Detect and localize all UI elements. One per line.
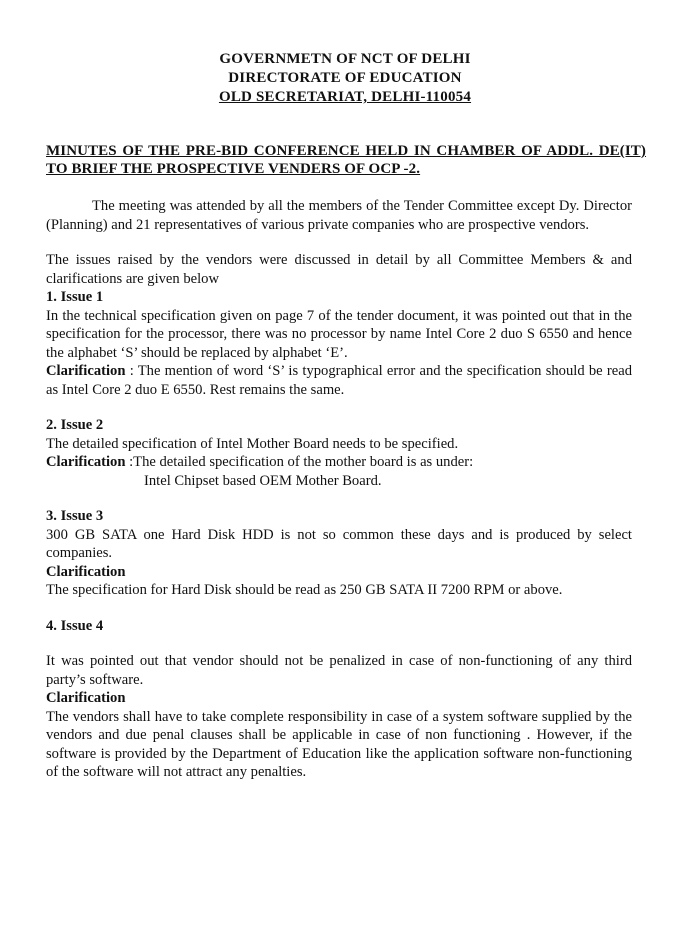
intro-paragraph: The meeting was attended by all the members of the Tender Committee except Dy. Director (Planning) and 21 representatives of various private companies who are prospective vendors. — [46, 198, 632, 233]
issue-2-clarification-label: Clarification — [46, 454, 126, 470]
document-body — [46, 197, 632, 782]
issue-2-heading: 2. Issue 2 — [46, 417, 104, 433]
issue-2-clarification — [46, 453, 632, 472]
header-line-government: GOVERNMETN OF NCT OF DELHI — [219, 51, 471, 67]
issue-4-clarification-label: Clarification — [46, 690, 126, 706]
document-title: MINUTES OF THE PRE-BID CONFERENCE HELD IN CHAMBER OF ADDL. DE(IT) TO BRIEF THE PROSPECTIVE VENDERS OF OCP -2. — [46, 143, 646, 177]
issue-3-text: 300 GB SATA one Hard Disk HDD is not so common these days and is produced by select companies. — [46, 526, 632, 561]
issue-1-heading: 1. Issue 1 — [46, 289, 104, 305]
issue-2-clarification-text: :The detailed specification of the mother board is as under: — [125, 454, 474, 470]
issue-4-clarification-text: The vendors shall have to take complete responsibility in case of a system software supplied by the vendors and due penal clauses shall be applicable in case of non functioning . However, if the software is provided by the Department of Education like the application software non-functioning of the software will not attract any penalties. — [46, 708, 632, 780]
issue-4-text: It was pointed out that vendor should not be penalized in case of non-functioning of any third party’s software. — [46, 653, 632, 688]
issues-intro-paragraph: The issues raised by the vendors were discussed in detail by all Committee Members & and clarifications are given below — [46, 252, 632, 287]
issue-2-clarification-detail: Intel Chipset based OEM Mother Board. — [144, 472, 382, 489]
letterhead — [0, 50, 690, 107]
issue-1-clarification-text: : The mention of word ‘S’ is typographical error and the specification should be read as Intel Core 2 duo E 6550. Rest remains the same. — [46, 363, 632, 398]
header-line-directorate: DIRECTORATE OF EDUCATION — [228, 70, 462, 86]
issue-1-clarification — [46, 362, 632, 399]
header-line-address: OLD SECRETARIAT, DELHI-110054 — [218, 89, 472, 105]
issue-3-heading: 3. Issue 3 — [46, 508, 104, 524]
issue-4-heading: 4. Issue 4 — [46, 617, 104, 634]
issue-1-clarification-label: Clarification — [46, 363, 126, 379]
issue-3-clarification-label: Clarification — [46, 563, 126, 580]
issue-1-text: In the technical specification given on page 7 of the tender document, it was pointed out that in the specification for the processor, there was no processor by name Intel Core 2 duo S 6550 and hence the alphabet ‘S’ should be replaced by alphabet ‘E’. — [46, 307, 632, 361]
issue-2-text: The detailed specification of Intel Mother Board needs to be specified. — [46, 435, 459, 452]
issue-3-clarification-text: The specification for Hard Disk should be read as 250 GB SATA II 7200 RPM or above. — [46, 582, 563, 598]
